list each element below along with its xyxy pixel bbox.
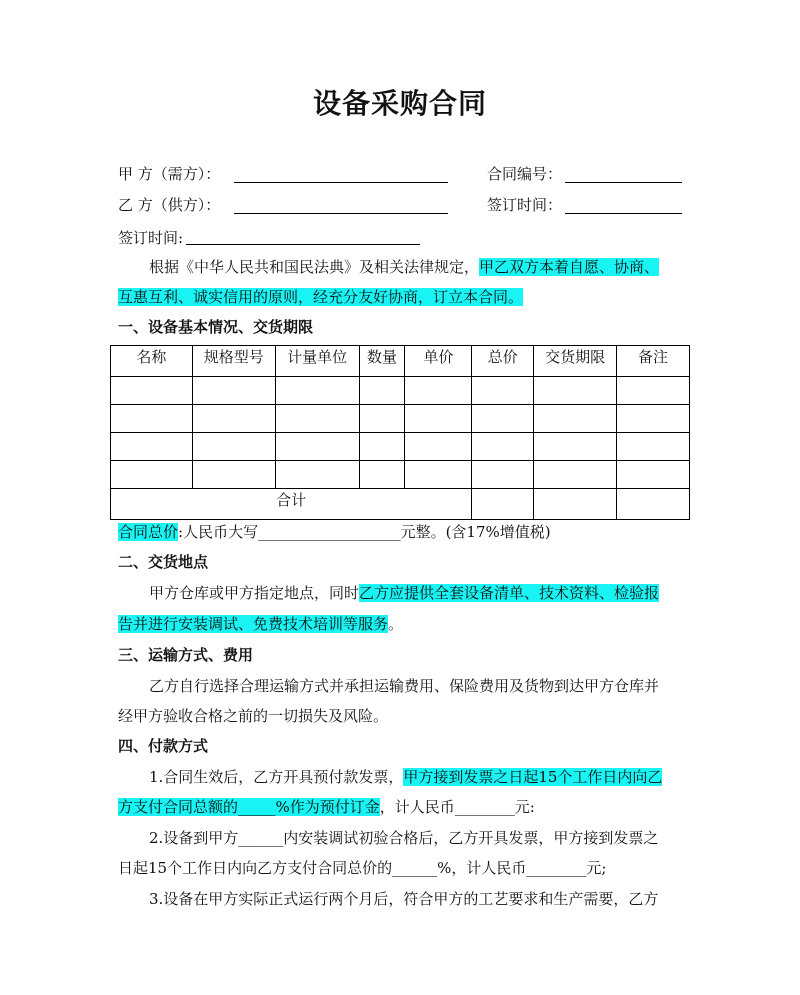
table-row [111, 433, 690, 461]
table-cell[interactable] [534, 433, 617, 461]
table-cell[interactable] [111, 461, 193, 489]
table-cell[interactable] [617, 433, 690, 461]
payment-1-line-2 [118, 796, 535, 818]
payment-1-highlight-1: 甲方接到发票之日起15个工作日内向乙 [403, 768, 663, 786]
section-2-heading: 二、交货地点 [118, 553, 209, 571]
party-a-blank[interactable] [234, 182, 448, 183]
col-name: 名称 [111, 346, 193, 377]
table-header-row [111, 346, 690, 377]
party-b-blank[interactable] [234, 213, 448, 214]
table-row [111, 461, 690, 489]
table-cell[interactable] [275, 405, 359, 433]
col-price: 单价 [405, 346, 472, 377]
payment-1-end: ，计人民币________元: [379, 798, 535, 816]
contract-total-line [118, 521, 551, 543]
section-2-plain: 甲方仓库或甲方指定地点，同时 [149, 584, 360, 602]
table-cell[interactable] [359, 461, 405, 489]
table-cell[interactable] [359, 377, 405, 405]
payment-1-highlight-2: 方支付合同总额的_____%作为预付订金 [118, 798, 380, 816]
section-2-line-1 [149, 582, 659, 604]
table-cell[interactable] [192, 405, 275, 433]
table-cell[interactable] [534, 377, 617, 405]
payment-1-line-1 [149, 766, 662, 788]
intro-plain: 根据《中华人民共和国民法典》及相关法律规定， [149, 258, 480, 276]
section-2-line-2 [118, 613, 403, 635]
payment-2-line-1: 2.设备到甲方______内安装调试初验合格后，乙方开具发票，甲方接到发票之 [149, 829, 659, 847]
contract-title: 设备采购合同 [312, 87, 487, 120]
col-delivery: 交货期限 [534, 346, 617, 377]
table-cell[interactable] [617, 489, 690, 520]
table-cell[interactable] [534, 461, 617, 489]
table-cell[interactable] [359, 405, 405, 433]
col-remark: 备注 [617, 346, 690, 377]
table-cell[interactable] [472, 377, 534, 405]
table-cell[interactable] [359, 433, 405, 461]
table-cell[interactable] [111, 377, 193, 405]
table-cell[interactable] [617, 377, 690, 405]
payment-3-line-1: 3.设备在甲方实际正式运行两个月后，符合甲方的工艺要求和生产需要，乙方 [149, 890, 659, 908]
table-cell[interactable] [405, 377, 472, 405]
col-total: 总价 [472, 346, 534, 377]
table-total-row [111, 489, 690, 520]
col-qty: 数量 [359, 346, 405, 377]
equipment-table [110, 345, 690, 520]
table-cell[interactable] [534, 489, 617, 520]
table-cell[interactable] [275, 461, 359, 489]
sign-time-blank-right[interactable] [565, 213, 682, 214]
party-a-label: 甲 方（需方）： [118, 165, 221, 183]
section-2-highlight-1: 乙方应提供全套设备清单、技术资料、检验报 [359, 584, 660, 602]
table-cell[interactable] [534, 405, 617, 433]
table-cell[interactable] [275, 433, 359, 461]
sign-time-label-right: 签订时间： [487, 196, 563, 214]
table-row [111, 405, 690, 433]
table-cell[interactable] [192, 433, 275, 461]
table-cell[interactable] [472, 489, 534, 520]
sign-time-blank-left[interactable] [186, 244, 420, 245]
table-cell[interactable] [192, 377, 275, 405]
contract-total-text: :人民币大写___________________元整。(含17%增值税) [178, 523, 551, 541]
intro-highlight-2: 互惠互利、诚实信用的原则，经充分友好协商，订立本合同。 [118, 288, 524, 306]
table-cell[interactable] [472, 433, 534, 461]
table-cell[interactable] [617, 461, 690, 489]
section-4-heading: 四、付款方式 [118, 737, 209, 755]
party-b-label: 乙 方（供方）： [118, 196, 221, 214]
contract-total-highlight: 合同总价 [118, 523, 179, 541]
table-cell[interactable] [472, 461, 534, 489]
table-cell[interactable] [405, 405, 472, 433]
table-cell[interactable] [617, 405, 690, 433]
intro-highlight-1: 甲乙双方本着自愿、协商、 [479, 258, 660, 276]
section-3-heading: 三、运输方式、费用 [118, 646, 254, 664]
table-cell[interactable] [111, 433, 193, 461]
table-cell[interactable] [405, 461, 472, 489]
section-3-line-2: 经甲方验收合格之前的一切损失及风险。 [118, 707, 389, 725]
section-2-end: 。 [388, 615, 404, 633]
section-2-highlight-2: 告并进行安装调试、免费技术培训等服务 [118, 615, 389, 633]
col-unit: 计量单位 [275, 346, 359, 377]
intro-line-2 [118, 286, 523, 308]
section-3-line-1: 乙方自行选择合理运输方式并承担运输费用、保险费用及货物到达甲方仓库并 [149, 677, 660, 695]
col-spec: 规格型号 [192, 346, 275, 377]
table-cell[interactable] [275, 377, 359, 405]
contract-no-blank[interactable] [565, 182, 682, 183]
contract-no-label: 合同编号： [487, 165, 563, 183]
table-cell[interactable] [192, 461, 275, 489]
section-1-heading: 一、设备基本情况、交货期限 [118, 318, 314, 336]
sign-time-label-left: 签订时间: [118, 229, 184, 247]
table-cell[interactable] [111, 405, 193, 433]
intro-line-1 [149, 256, 659, 278]
table-cell[interactable] [472, 405, 534, 433]
table-cell[interactable] [405, 433, 472, 461]
total-label: 合计 [111, 489, 472, 520]
table-row [111, 377, 690, 405]
payment-1-plain: 1.合同生效后，乙方开具预付款发票， [149, 768, 404, 786]
payment-2-line-2: 日起15个工作日内向乙方支付合同总价的______%，计人民币________元; [118, 859, 607, 877]
